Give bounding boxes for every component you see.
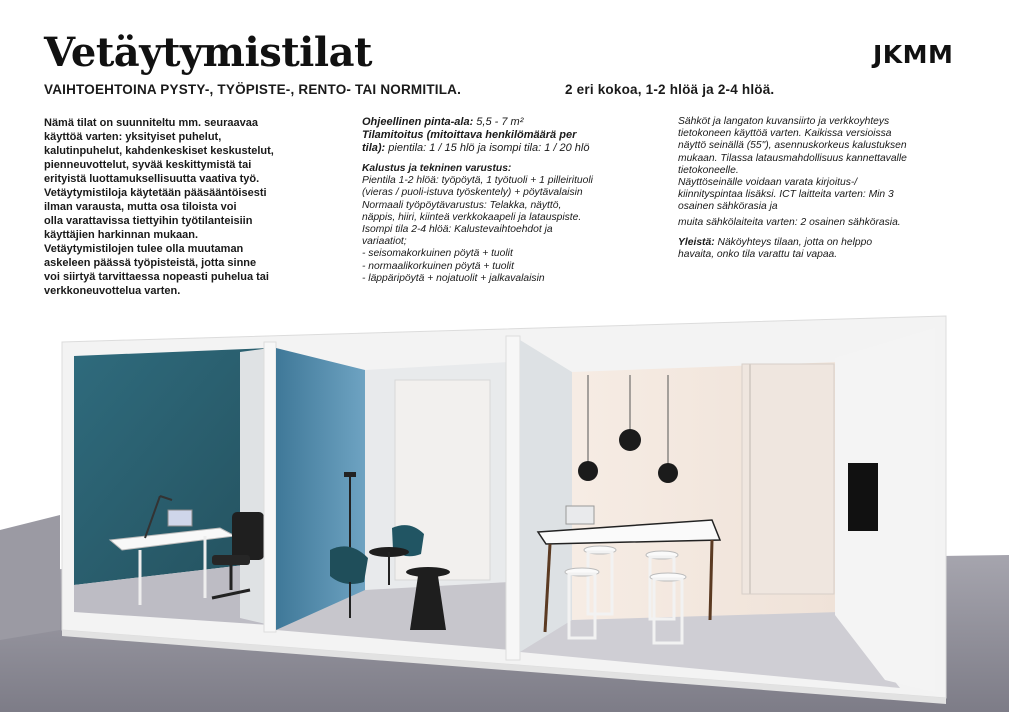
furniture-line: Isompi tila 2-4 hlöä: Kalustevaihtoehdot ja [362, 224, 553, 236]
specs-column [362, 116, 642, 285]
intro-line: verkkoneuvottelua varten. [44, 285, 181, 297]
furniture-line: Normaali työpöytävarustus: Telakka, näyttö, [362, 199, 562, 211]
furniture-line: - normaalikorkuinen pöytä + tuolit [362, 260, 514, 272]
general-row [678, 237, 973, 249]
tech-line: näyttö seinällä (55"), asennuskorkeus kalustuksen [678, 140, 907, 152]
brand-logo: JKMM [873, 40, 954, 69]
sizing-label-cont: tila): [362, 142, 386, 154]
sizing-row [362, 142, 642, 155]
area-value: 5,5 - 7 m² [473, 116, 524, 128]
back-floor [0, 515, 60, 640]
booth-rendering [0, 300, 1009, 712]
pendant-lamp [619, 429, 641, 451]
sizing-value: pientila: 1 / 15 hlö ja isompi tila: 1 / 20 hlö [385, 142, 590, 154]
intro-line: käyttäjien harkinnan mukaan. [44, 229, 199, 241]
divider-2 [506, 336, 520, 660]
tech-line: kiinnityspintaa lisäksi. ICT laitteita varten: Min 3 [678, 189, 894, 201]
area-label: Ohjeellinen pinta-ala: [362, 116, 474, 128]
intro-line: Vetäytymistiloja käytetään pääsääntöisesti [44, 187, 267, 199]
tech-line: muita sähkölaiteita varten: 2 osainen sähkörasia. [678, 216, 901, 228]
furniture-line: - seisomakorkuinen pöytä + tuolit [362, 248, 513, 260]
intro-line: pienneuvottelut, syvää keskittymistä tai [44, 159, 252, 171]
intro-line: Nämä tilat on suunniteltu mm. seuraavaa [44, 117, 258, 129]
divider-1 [264, 342, 276, 632]
intro-line: Vetäytymistilojen tulee olla muutaman [44, 243, 244, 255]
furniture-line: näppis, hiiri, kiinteä verkkokaapeli ja latauspiste. [362, 211, 582, 223]
pendant-lamp [658, 463, 678, 483]
general-line: Näköyhteys tilaan, jotta on helppo [714, 236, 873, 248]
intro-line: erityistä luottamuksellisuutta vaativa työ. [44, 173, 260, 185]
pendant-lamp [578, 461, 598, 481]
spacer [678, 229, 973, 237]
page-title: Vetäytymistilat [44, 29, 372, 76]
laptop [566, 506, 594, 524]
intro-line: ilman varausta, mutta osa tiloista voi [44, 201, 237, 213]
intro-text [44, 116, 344, 298]
furniture-line: variaatiot; [362, 236, 407, 248]
floor-lamp-head [344, 472, 356, 477]
wall-screen [848, 463, 878, 531]
spacer [362, 155, 642, 163]
office-chair-back [232, 512, 264, 560]
furniture-heading: Kalustus ja tekninen varustus: [362, 163, 512, 174]
tech-line: osainen sähkörasia ja [678, 201, 778, 213]
tech-line: mukaan. Tilassa latausmahdollisuus kannettavalle [678, 152, 907, 164]
intro-line: kalutinpuhelut, kahdenkeskiset keskustelut, [44, 145, 274, 157]
general-label: Yleistä: [678, 236, 715, 248]
tech-line: Sähköt ja langaton kuvansiirto ja verkkoyhteys [678, 116, 890, 127]
booth-2-left-wall [276, 348, 365, 630]
intro-line: voi siirtyä tarvittaessa nopeasti puhelua tai [44, 271, 269, 283]
tech-line: tietokoneelle. [678, 164, 739, 176]
sizing-label: Tilamitoitus (mitoittava henkilömäärä per [362, 129, 577, 141]
sizes-note: 2 eri kokoa, 1-2 hlöä ja 2-4 hlöä. [565, 82, 775, 97]
intro-line: askeleen päässä työpisteistä, jotta sinne [44, 257, 257, 269]
laptop [168, 510, 192, 526]
tech-column [678, 116, 973, 261]
tech-line: Näyttöseinälle voidaan varata kirjoitus-/ [678, 177, 858, 189]
furniture-line: - läppäripöytä + nojatuolit + jalkavalaisin [362, 272, 545, 284]
booth-3-glass [742, 364, 834, 594]
area-row [362, 116, 642, 129]
side-table [406, 567, 450, 577]
furniture-line: (vieras / puoli-istuva työskentely) + pöytävalaisin [362, 187, 583, 199]
high-table-leg [710, 540, 712, 620]
tech-line: tietokoneen käyttöä varten. Kaikissa versioissa [678, 128, 892, 140]
general-line: havaita, onko tila varattu tai vapaa. [678, 249, 838, 261]
intro-line: käyttöä varten: yksityiset puhelut, [44, 131, 222, 143]
furniture-line: Pientila 1-2 hlöä: työpöytä, 1 työtuoli + 1 pilleirituoli [362, 175, 593, 187]
subtitle: VAIHTOEHTOINA PYSTY-, TYÖPISTE-, RENTO- TAI NORMITILA. [44, 82, 462, 97]
intro-line: olla varattavissa tiettyihin työtilanteisiin [44, 215, 253, 227]
office-chair-seat [212, 555, 250, 565]
